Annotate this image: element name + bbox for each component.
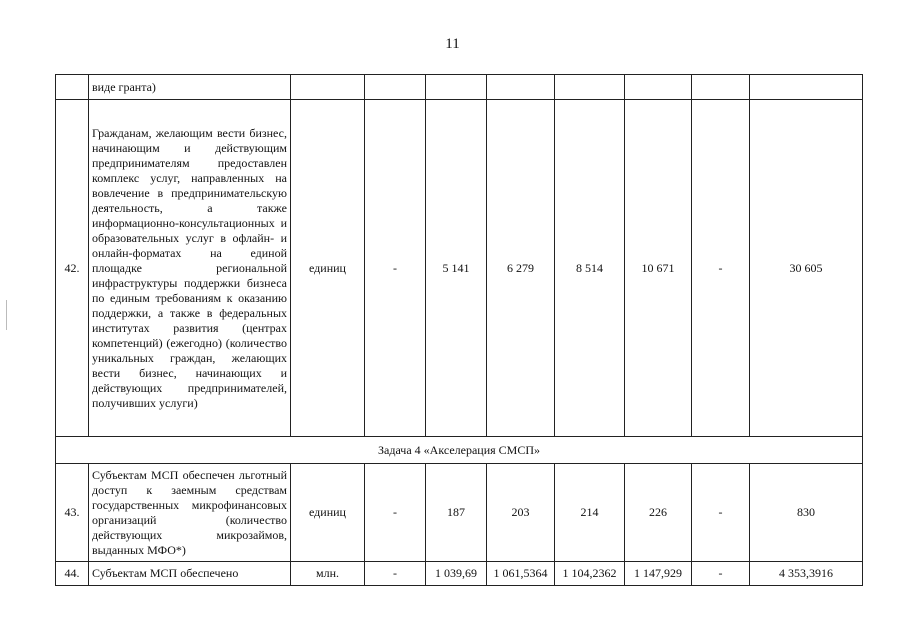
row-year-5: - [692, 562, 750, 586]
row-total [750, 75, 863, 100]
row-number: 42. [56, 100, 89, 437]
row-description: Субъектам МСП обеспечено [89, 562, 291, 586]
row-number [56, 75, 89, 100]
row-total: 4 353,3916 [750, 562, 863, 586]
row-year-2: 203 [487, 464, 555, 562]
row-year-5 [692, 75, 750, 100]
row-year-1: 187 [426, 464, 487, 562]
row-year-1 [426, 75, 487, 100]
row-year-4: 10 671 [625, 100, 692, 437]
row-unit [291, 75, 365, 100]
scan-margin-mark [6, 300, 7, 330]
row-year-3: 8 514 [555, 100, 625, 437]
row-base-value: - [365, 464, 426, 562]
row-description: Субъектам МСП обеспечен льготный доступ к заемным средствам государственных микрофинансовых организаций (количество действующих микрозаймов, выданных МФО*) [89, 464, 291, 562]
table-row [56, 464, 863, 562]
table-row [56, 562, 863, 586]
row-year-5: - [692, 464, 750, 562]
row-total: 30 605 [750, 100, 863, 437]
row-year-3: 1 104,2362 [555, 562, 625, 586]
row-year-1: 5 141 [426, 100, 487, 437]
row-year-3: 214 [555, 464, 625, 562]
section-title: Задача 4 «Акселерация СМСП» [56, 437, 863, 464]
row-total: 830 [750, 464, 863, 562]
row-year-5: - [692, 100, 750, 437]
row-number: 43. [56, 464, 89, 562]
row-description: виде гранта) [89, 75, 291, 100]
section-header-row [56, 437, 863, 464]
table-row [56, 75, 863, 100]
page-number: 11 [445, 36, 460, 52]
row-unit: млн. [291, 562, 365, 586]
table-row [56, 100, 863, 437]
row-year-1: 1 039,69 [426, 562, 487, 586]
row-description: Гражданам, желающим вести бизнес, начинающим и действующим предпринимателям предоставлен комплекс услуг, направленных на вовлечение в предпринимательскую деятельность, а также информационно-консультационных и образовательных услуг в офлайн- и онлайн-форматах на единой площадке региональной инфраструктуры поддержки бизнеса по единым требованиям к оказанию поддержки, а также в федеральных институтах развития (центрах компетенций) (ежегодно) (количество уникальных граждан, желающих вести бизнес, начинающих и действующих предпринимателей, получивших услуги) [89, 100, 291, 437]
row-base-value: - [365, 562, 426, 586]
row-year-4 [625, 75, 692, 100]
row-year-2: 1 061,5364 [487, 562, 555, 586]
row-year-4: 226 [625, 464, 692, 562]
row-base-value: - [365, 100, 426, 437]
row-unit: единиц [291, 464, 365, 562]
row-year-3 [555, 75, 625, 100]
row-unit: единиц [291, 100, 365, 437]
row-base-value [365, 75, 426, 100]
indicators-table [55, 74, 863, 586]
row-year-2 [487, 75, 555, 100]
row-year-2: 6 279 [487, 100, 555, 437]
row-year-4: 1 147,929 [625, 562, 692, 586]
row-number: 44. [56, 562, 89, 586]
